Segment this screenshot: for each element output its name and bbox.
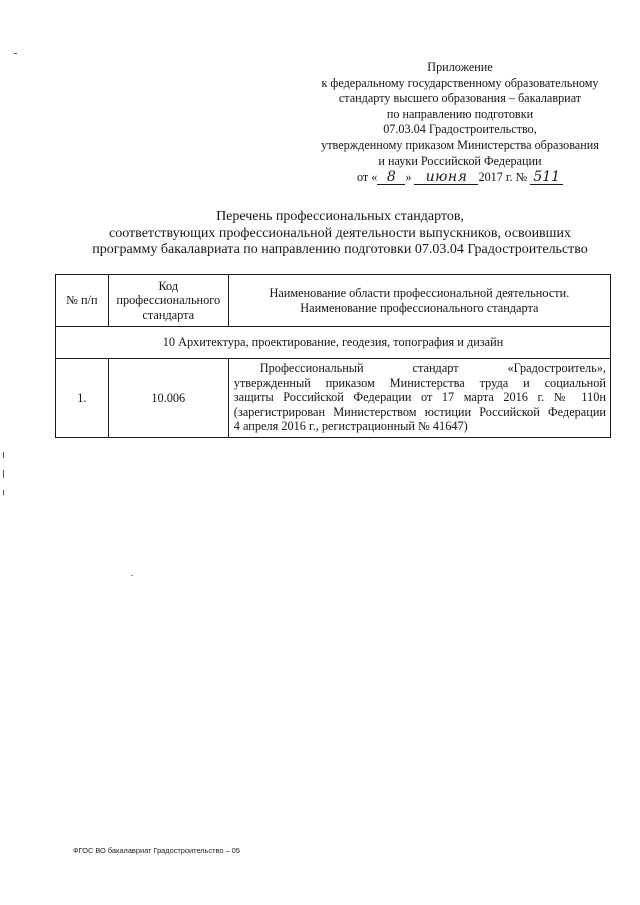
- heading-line: программу бакалавриата по направлению подготовки 07.03.04 Градостроительство: [92, 242, 588, 257]
- approval-line: по направлению подготовки: [386, 106, 534, 121]
- row-name-line: 4 апреля 2016 г., регистрационный № 41647): [233, 419, 468, 434]
- row-code: 10.006: [108, 359, 228, 438]
- heading-line: соответствующих профессиональной деятельности выпускников, освоивших: [109, 225, 571, 241]
- section-title: 10 Архитектура, проектирование, геодезия, топография и дизайн: [56, 327, 611, 359]
- date-mid: »: [405, 170, 412, 185]
- date-prefix: от «: [356, 170, 378, 185]
- header-name-line: Наименование области профессиональной деятельности.: [269, 285, 570, 300]
- document-heading: [40, 209, 640, 259]
- approval-date-line: [300, 170, 620, 186]
- header-code-line: стандарта: [142, 307, 195, 322]
- row-name-line: утвержденный приказом Министерства труда и социальной: [233, 375, 606, 390]
- scan-artifact: [3, 470, 4, 478]
- scan-artifact: [3, 490, 4, 495]
- approval-line: Приложение: [427, 60, 493, 74]
- header-name-line: Наименование профессионального стандарта: [300, 300, 539, 315]
- handwritten-order-number: 511: [530, 170, 563, 185]
- header-code-line: Код: [158, 278, 179, 293]
- row-name: [228, 359, 610, 438]
- scan-artifact: [3, 452, 4, 458]
- date-year: 2017 г. №: [478, 170, 528, 185]
- approval-line: стандарту высшего образования – бакалавриат: [338, 91, 582, 106]
- heading-line: Перечень профессиональных стандартов,: [216, 209, 464, 224]
- header-code-line: профессионального: [116, 293, 221, 308]
- row-name-line: (зарегистрирован Министерством юстиции Российской Федерации: [233, 404, 606, 419]
- approval-line: к федеральному государственному образовательному: [321, 75, 599, 90]
- row-name-line: защиты Российской Федерации от 17 марта 2016 г. № 110н: [233, 390, 606, 405]
- standards-table: [55, 274, 611, 438]
- table-row: [56, 359, 611, 438]
- row-name-line: Профессиональный стандарт «Градостроитель»,: [259, 361, 606, 375]
- approval-line: 07.03.04 Градостроительство,: [383, 122, 537, 137]
- header-code: [108, 275, 228, 327]
- scan-artifact: [131, 575, 133, 576]
- header-name: [228, 275, 610, 327]
- table-header-row: [56, 275, 611, 327]
- approval-line: утвержденному приказом Министерства образования: [321, 137, 599, 152]
- header-num: № п/п: [56, 275, 109, 327]
- handwritten-day: 8: [377, 170, 405, 185]
- row-num: 1.: [56, 359, 109, 438]
- section-row: [56, 327, 611, 359]
- approval-block: [300, 60, 620, 186]
- page-footer: ФГОС ВО бакалавриат Градостроительство – 05: [73, 846, 240, 855]
- approval-line: и науки Российской Федерации: [378, 153, 542, 168]
- handwritten-month: июня: [414, 170, 478, 185]
- scan-artifact: [14, 53, 17, 54]
